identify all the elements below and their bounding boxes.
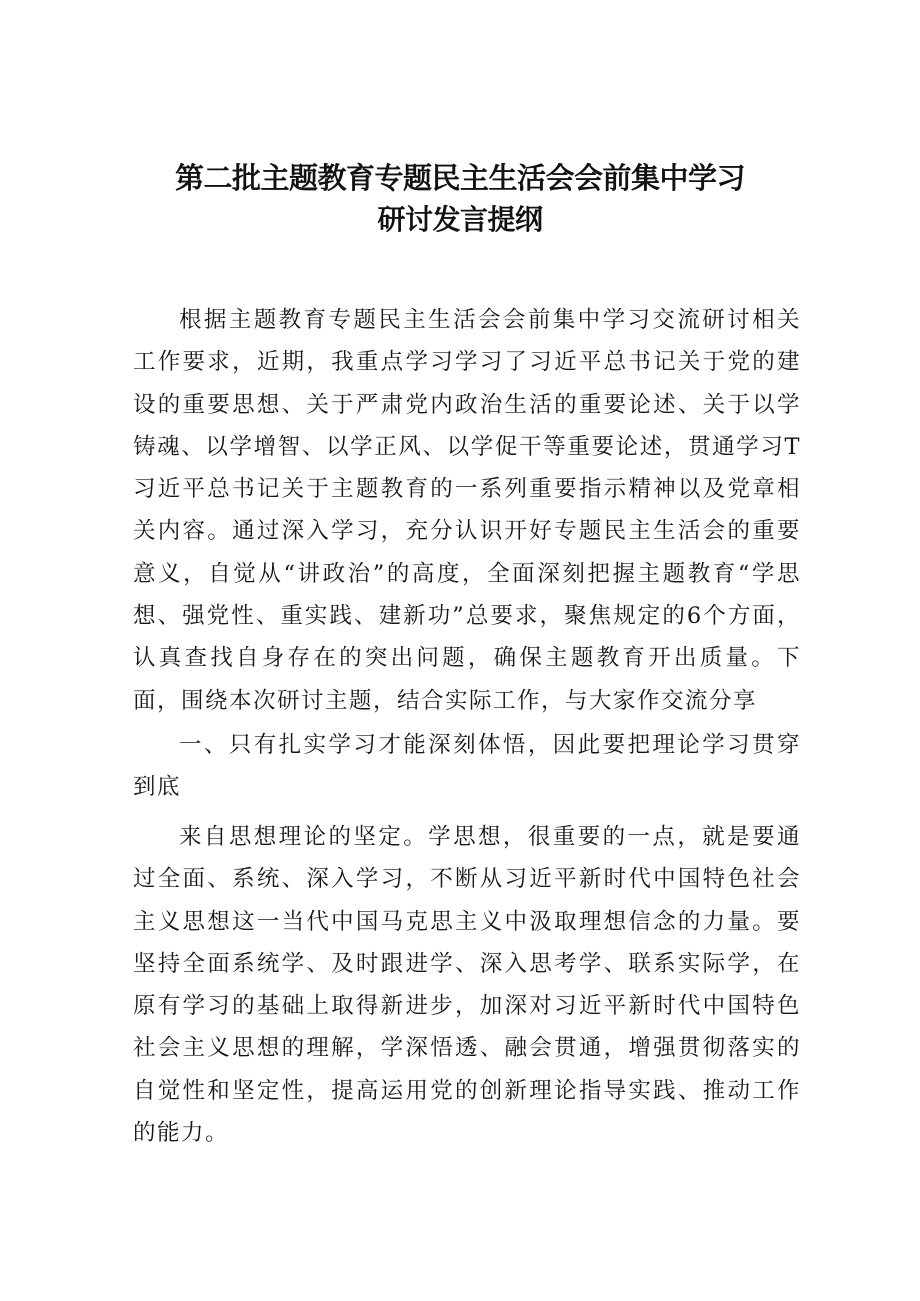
document-title-line-2: 研讨发言提纲 [377,203,543,236]
section-1-paragraph: 来自思想理论的坚定。学思想，很重要的一点，就是要通过全面、系统、深入学习，不断从习近平新时代中国特色社会主义思想这一当代中国马克思主义中汲取理想信念的力量。要坚持全面系统学、及时跟进学、深入思考学、联系实际学，在原有学习的基础上取得新进步，加深对习近平新时代中国特色社会主义思想的理解，学深悟透、融会贯通，增强贯彻落实的自觉性和坚定性，提高运用党的创新理论指导实践、推动工作的能力。 [133,824,801,1147]
section-heading-1: 一、只有扎实学习才能深刻体悟，因此要把理论学习贯穿到底 [133,732,801,801]
document-title-line-1: 第二批主题教育专题民主生活会会前集中学习 [174,161,745,195]
intro-paragraph: 根据主题教育专题民主生活会会前集中学习交流研讨相关工作要求，近期，我重点学习学习了习近平总书记关于党的建设的重要思想、关于严肃党内政治生活的重要论述、关于以学铸魂、以学增智、以学正风、以学促干等重要论述，贯通学习T习近平总书记关于主题教育的一系列重要指示精神以及党章相关内容。通过深入学习，充分认识开好专题民主生活会的重要意义，自觉从“讲政治”的高度，全面深刻把握主题教育“学思想、强党性、重实践、建新功”总要求，聚焦规定的6个方面，认真查找自身存在的突出问题，确保主题教育开出质量。下面，围绕本次研讨主题，结合实际工作，与大家作交流分享 [133,307,801,714]
